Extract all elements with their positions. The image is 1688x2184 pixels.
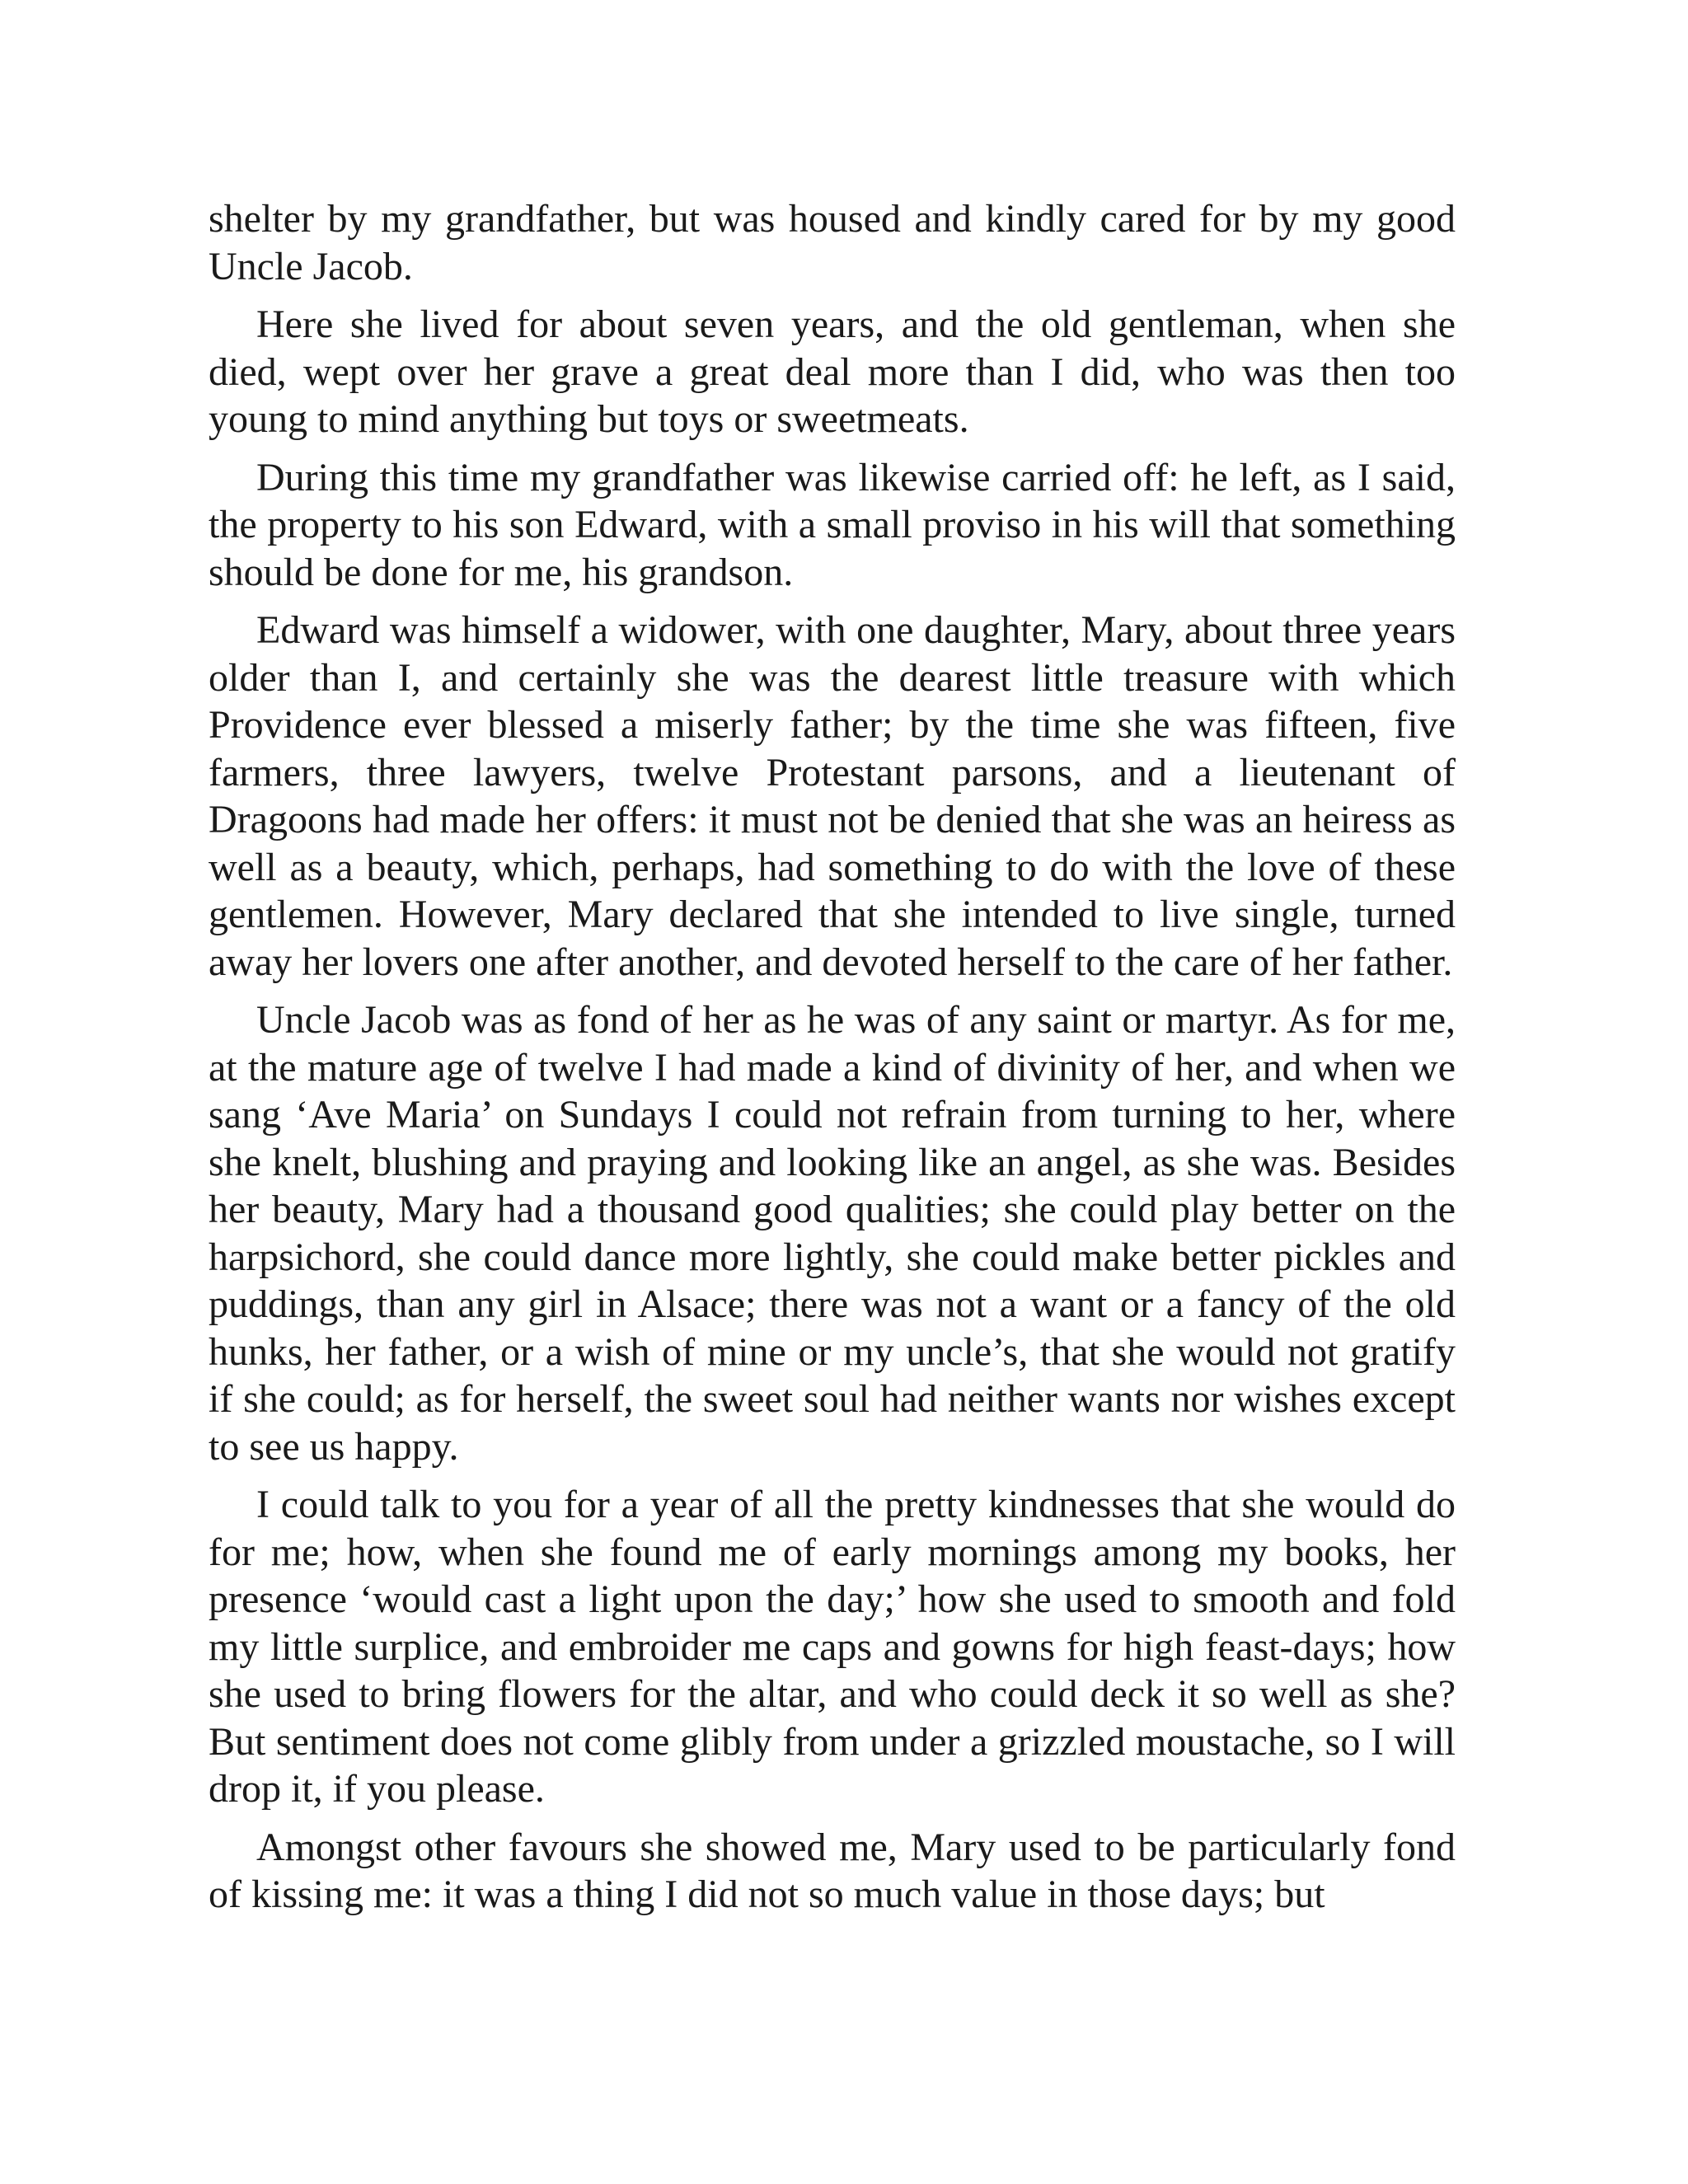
paragraph-6: I could talk to you for a year of all the pretty kindnesses that she would do for me; how, when she found me of early mornings among my books, her presence ‘would cast a light upon the day;’ how she used to smooth and fold my little surplice, and embroider me caps and gowns for high feast-days; how she used to bring flowers for the altar, and who could deck it so well as she? But sentiment does not come glibly from under a grizzled moustache, so I will drop it, if you please.: [209, 1483, 1456, 1811]
paragraph-1: shelter by my grandfather, but was housed and kindly cared for by my good Uncle Jacob.: [209, 197, 1456, 288]
paragraph-4: Edward was himself a widower, with one daughter, Mary, about three years older than I, and certainly she was the dearest little treasure with which Providence ever blessed a miserly father; by the time she was fifteen, five farmers, three lawyers, twelve Protestant parsons, and a lieutenant of Dragoons had made her offers: it must not be denied that she was an heiress as well as a beauty, which, perhaps, had something to do with the love of these gentlemen. However, Mary declared that she intended to live single, turned away her lovers one after another, and devoted herself to the care of her father.: [209, 608, 1456, 984]
paragraph-2: Here she lived for about seven years, and the old gentleman, when she died, wept over her grave a great deal more than I did, who was then too young to mind anything but toys or sweetmeats.: [209, 302, 1456, 441]
paragraph-5: Uncle Jacob was as fond of her as he was of any saint or martyr. As for me, at the mature age of twelve I had made a kind of divinity of her, and when we sang ‘Ave Maria’ on Sundays I could not refrain from turning to her, where she knelt, blushing and praying and looking like an angel, as she was. Besides her beauty, Mary had a thousand good qualities; she could play better on the harpsichord, she could dance more lightly, she could make better pickles and puddings, than any girl in Alsace; there was not a want or a fancy of the old hunks, her father, or a wish of mine or my uncle’s, that she would not gratify if she could; as for herself, the sweet soul had neither wants nor wishes except to see us happy.: [209, 998, 1456, 1469]
page-body: [209, 195, 1456, 1929]
paragraph-7: Amongst other favours she showed me, Mary used to be particularly fond of kissing me: it was a thing I did not so much value in those days; but: [209, 1825, 1456, 1916]
paragraph-3: During this time my grandfather was likewise carried off: he left, as I said, the property to his son Edward, with a small proviso in his will that something should be done for me, his grandson.: [209, 455, 1456, 594]
